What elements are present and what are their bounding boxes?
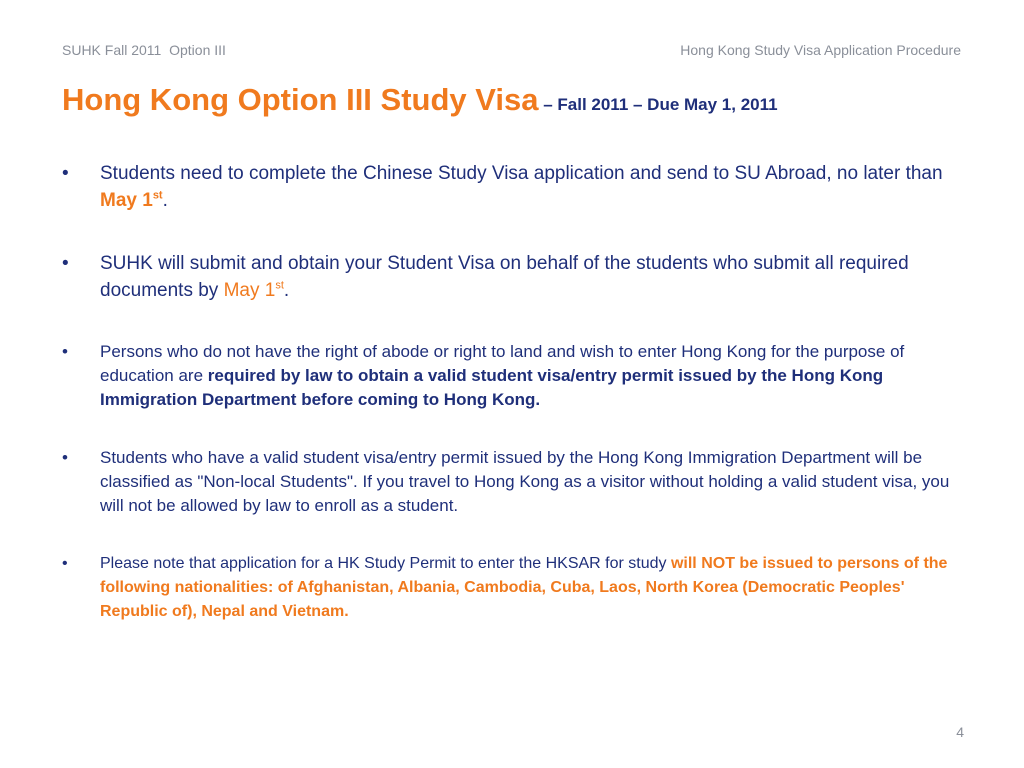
bullet-text: Students who have a valid student visa/entry permit issued by the Hong Kong Immigration Department will be classified as "Non-local Students". If you travel to Hong Kong as a visitor without holding a valid student visa, you will not be allowed by law to enroll as a student.: [100, 448, 950, 515]
bullet-item: [62, 250, 967, 304]
bullet-highlight: [224, 280, 284, 301]
bullet-text: Please note that application for a HK Study Permit to enter the HKSAR for study: [100, 555, 671, 572]
header-right-text: Hong Kong Study Visa Application Procedure: [680, 42, 961, 58]
bullet-text: Students need to complete the Chinese Study Visa application and send to SU Abroad, no later than: [100, 163, 943, 184]
title-sub: – Fall 2011 – Due May 1, 2011: [538, 95, 778, 114]
bullet-text: Persons who do not have the right of abode or right to land and wish to enter Hong Kong for the purpose of education are: [100, 342, 905, 385]
bullet-text: SUHK will submit and obtain your Student Visa on behalf of the students who submit all required documents by: [100, 253, 909, 301]
highlight-sup: st: [275, 279, 284, 292]
highlight-sup: st: [152, 189, 163, 202]
slide-title: [62, 82, 962, 118]
bullet-item: [62, 552, 967, 624]
bullet-list: [62, 160, 967, 624]
bullet-marker: •: [62, 163, 69, 184]
bullet-marker: •: [62, 253, 69, 274]
bullet-marker: •: [62, 342, 68, 361]
bullet-bold-text: required by law to obtain a valid student visa/entry permit issued by the Hong Kong Immigration Department before coming to Hong Kong.: [100, 366, 884, 409]
header-left-text: SUHK Fall 2011 Option III: [62, 42, 226, 58]
bullet-text-after: .: [283, 280, 290, 301]
title-main: Hong Kong Option III Study Visa: [62, 82, 539, 117]
bullet-marker: •: [62, 448, 68, 467]
bullet-item: [62, 446, 967, 518]
bullet-highlight: [100, 190, 163, 211]
bullet-marker: •: [62, 555, 68, 572]
bullet-text-after: .: [162, 190, 168, 211]
highlight-text: May 1: [100, 190, 153, 211]
highlight-text: May 1: [223, 280, 276, 301]
bullet-bold-text: will NOT be issued to persons of the following nationalities: of Afghanistan, Albania, Cambodia, Cuba, Laos, North Korea (Democratic Peoples' Republic of), Nepal and Vietnam.: [100, 555, 948, 620]
bullet-item: [62, 340, 967, 412]
page-number: 4: [956, 724, 964, 740]
bullet-item: [62, 160, 967, 214]
